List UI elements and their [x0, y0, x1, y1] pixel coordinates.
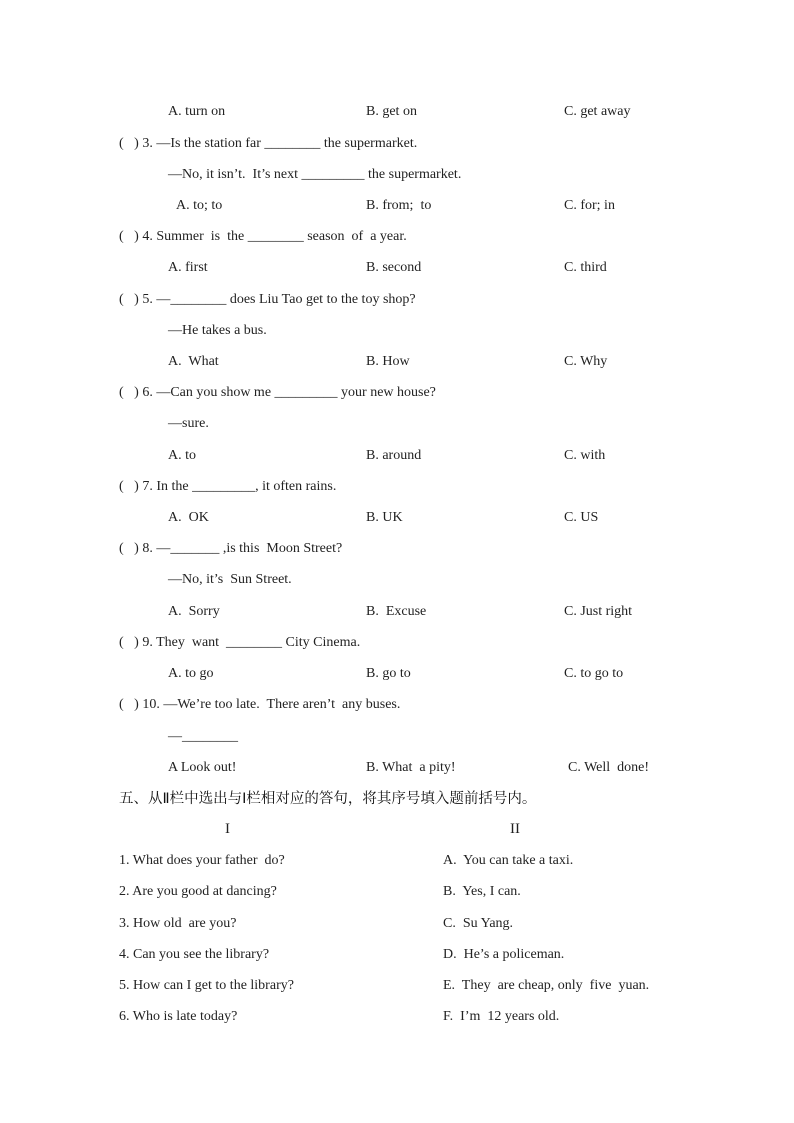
option-b: B. go to — [366, 666, 411, 681]
question-stem: ( ) 8. —_______ ,is this Moon Street? — [119, 541, 343, 556]
list-item: E. They are cheap, only five yuan. — [443, 978, 650, 993]
option-c: C. Just right — [564, 604, 633, 619]
question-stem: ( ) 9. They want ________ City Cinema. — [119, 635, 361, 650]
option-a: A Look out! — [168, 760, 237, 775]
list-item: 1. What does your father do? — [119, 853, 285, 868]
column-two-header: II — [510, 821, 520, 837]
question-stem: ( ) 3. —Is the station far ________ the supermarket. — [119, 136, 418, 151]
option-b: B. UK — [366, 510, 403, 525]
option-a: A. turn on — [168, 104, 226, 119]
list-item: 2. Are you good at dancing? — [119, 884, 277, 899]
option-a: A. What — [168, 354, 219, 369]
option-c: C. Well done! — [568, 760, 650, 775]
option-a: A. to — [168, 448, 196, 463]
list-item: D. He’s a policeman. — [443, 947, 565, 962]
option-c: C. third — [564, 260, 607, 275]
option-c: C. to go to — [564, 666, 624, 681]
section-five-title: 五、从Ⅱ栏中选出与Ⅰ栏相对应的答句，将其序号填入题前括号内。 — [119, 791, 537, 807]
list-item: F. I’m 12 years old. — [443, 1009, 560, 1024]
list-item: 6. Who is late today? — [119, 1009, 238, 1024]
option-b: B. second — [366, 260, 422, 275]
column-one-header: I — [225, 821, 230, 837]
option-b: B. get on — [366, 104, 417, 119]
option-a: A. Sorry — [168, 604, 220, 619]
question-reply: —He takes a bus. — [168, 323, 267, 338]
option-a: A. to; to — [176, 198, 223, 213]
option-a: A. first — [168, 260, 208, 275]
list-item: A. You can take a taxi. — [443, 853, 574, 868]
question-reply: —sure. — [168, 416, 209, 431]
option-a: A. OK — [168, 510, 209, 525]
option-b: B. Excuse — [366, 604, 427, 619]
question-stem: ( ) 5. —________ does Liu Tao get to the toy shop? — [119, 292, 416, 307]
option-b: B. How — [366, 354, 410, 369]
question-stem: ( ) 10. —We’re too late. There aren’t any buses. — [119, 697, 401, 712]
option-c: C. US — [564, 510, 599, 525]
option-c: C. with — [564, 448, 606, 463]
option-b: B. around — [366, 448, 422, 463]
list-item: 4. Can you see the library? — [119, 947, 270, 962]
option-c: C. for; in — [564, 198, 615, 213]
question-reply: —No, it’s Sun Street. — [168, 572, 292, 587]
question-stem: ( ) 7. In the _________, it often rains. — [119, 479, 337, 494]
question-stem: ( ) 4. Summer is the ________ season of a year. — [119, 229, 407, 244]
list-item: B. Yes, I can. — [443, 884, 521, 899]
list-item: 5. How can I get to the library? — [119, 978, 294, 993]
option-b: B. What a pity! — [366, 760, 456, 775]
question-reply: —________ — [168, 729, 238, 744]
option-b: B. from; to — [366, 198, 432, 213]
list-item: C. Su Yang. — [443, 916, 514, 931]
question-stem: ( ) 6. —Can you show me _________ your new house? — [119, 385, 436, 400]
option-c: C. Why — [564, 354, 608, 369]
question-reply: —No, it isn’t. It’s next _________ the supermarket. — [168, 167, 462, 182]
list-item: 3. How old are you? — [119, 916, 237, 931]
option-a: A. to go — [168, 666, 214, 681]
option-c: C. get away — [564, 104, 631, 119]
